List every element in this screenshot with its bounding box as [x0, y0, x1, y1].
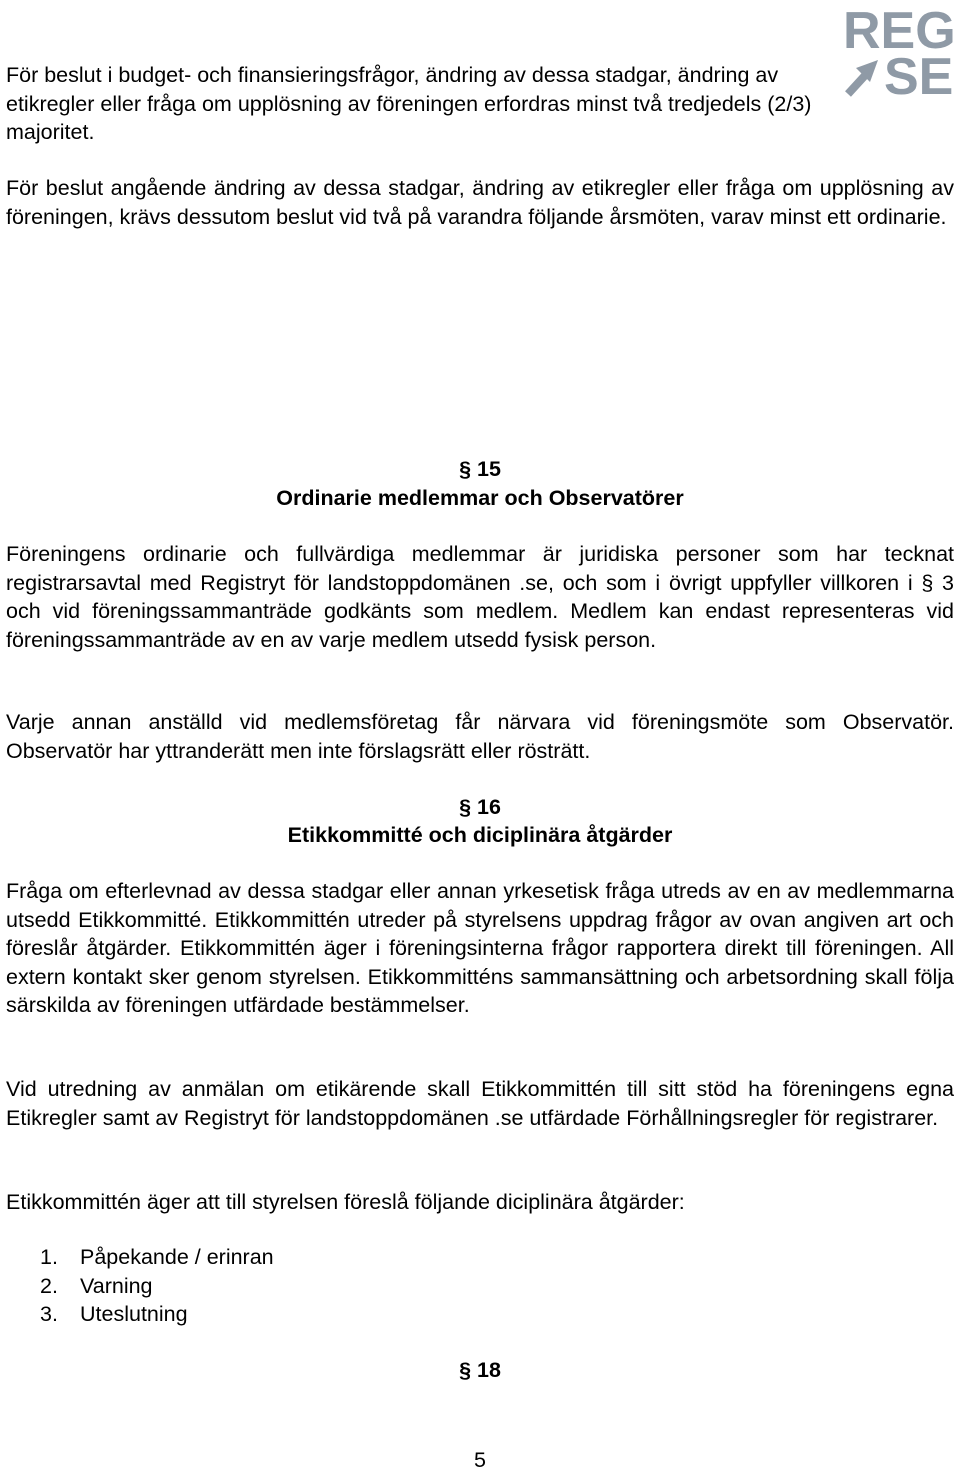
section-16-number: § 16	[459, 795, 501, 819]
list-item-number: 2.	[40, 1273, 58, 1298]
section-15-title: Ordinarie medlemmar och Observatörer	[276, 486, 684, 510]
list-item	[40, 1300, 274, 1329]
page-number: 5	[474, 1448, 486, 1472]
section-15-paragraph-observers: Varje annan anställd vid medlemsföretag får närvara vid föreningsmöte som Observatör. Observatör har yttranderätt men inte förslagsrätt eller rösträtt.	[6, 710, 954, 763]
list-item-number: 3.	[40, 1302, 58, 1326]
list-item-number: 1.	[40, 1245, 58, 1269]
intro-paragraph-majority: För beslut i budget- och finansieringsfrågor, ändring av dessa stadgar, ändring av etikregler eller fråga om upplösning av föreningen erfordras minst två tredjedels (2/3) majoritet.	[6, 63, 812, 144]
intro-paragraph-two-meetings: För beslut angående ändring av dessa stadgar, ändring av etikregler eller fråga om upplösning av föreningen, krävs dessutom beslut vid två på varandra följande årsmöten, varav minst ett ordinarie.	[6, 176, 954, 229]
list-item	[40, 1272, 274, 1301]
section-16-paragraph-investigation: Vid utredning av anmälan om etikärende skall Etikkommittén till sitt stöd ha föreningens egna Etikregler samt av Registryt för landstoppdomänen .se utfärdade Förhållningsregler för registrarer.	[6, 1077, 954, 1130]
section-18-number: § 18	[459, 1358, 501, 1382]
list-item-text: Påpekande / erinran	[80, 1245, 274, 1269]
section-15-number: § 15	[459, 457, 501, 481]
disciplinary-measures-list	[40, 1243, 274, 1329]
list-item-text: Varning	[80, 1273, 153, 1298]
section-16-paragraph-measures: Etikkommittén äger att till styrelsen föreslå följande diciplinära åtgärder:	[6, 1190, 685, 1214]
list-item-text: Uteslutning	[80, 1302, 188, 1326]
logo-arrow-icon	[848, 60, 878, 94]
regse-logo	[840, 2, 958, 98]
section-16-paragraph-committee: Fråga om efterlevnad av dessa stadgar eller annan yrkesetisk fråga utreds av en av medlemmarna utsedd Etikkommitté. Etikkommittén utreder på styrelsens uppdrag frågor av ovan angiven art och föreslår åtgärder. Etikkommittén äger i föreningsinterna frågor rapportera direkt till föreningen. All extern kontakt sker genom styrelsen. Etikkommitténs sammansättning och arbetsordning skall följa särskilda av föreningen utfärdade bestämmelser.	[6, 879, 954, 1017]
section-16-title: Etikkommitté och diciplinära åtgärder	[287, 823, 673, 847]
logo-text-reg: REG	[843, 2, 956, 60]
list-item	[40, 1243, 274, 1272]
logo-text-se: SE	[884, 48, 954, 98]
section-15-paragraph-members: Föreningens ordinarie och fullvärdiga medlemmar är juridiska personer som har tecknat registrarsavtal med Registryt för landstoppdomänen .se, och som i övrigt uppfyller villkoren i § 3 och vid föreningssammanträde godkänts som medlem. Medlem kan endast representeras vid föreningssammanträde av en av varje medlem utsedd fysisk person.	[6, 542, 954, 652]
